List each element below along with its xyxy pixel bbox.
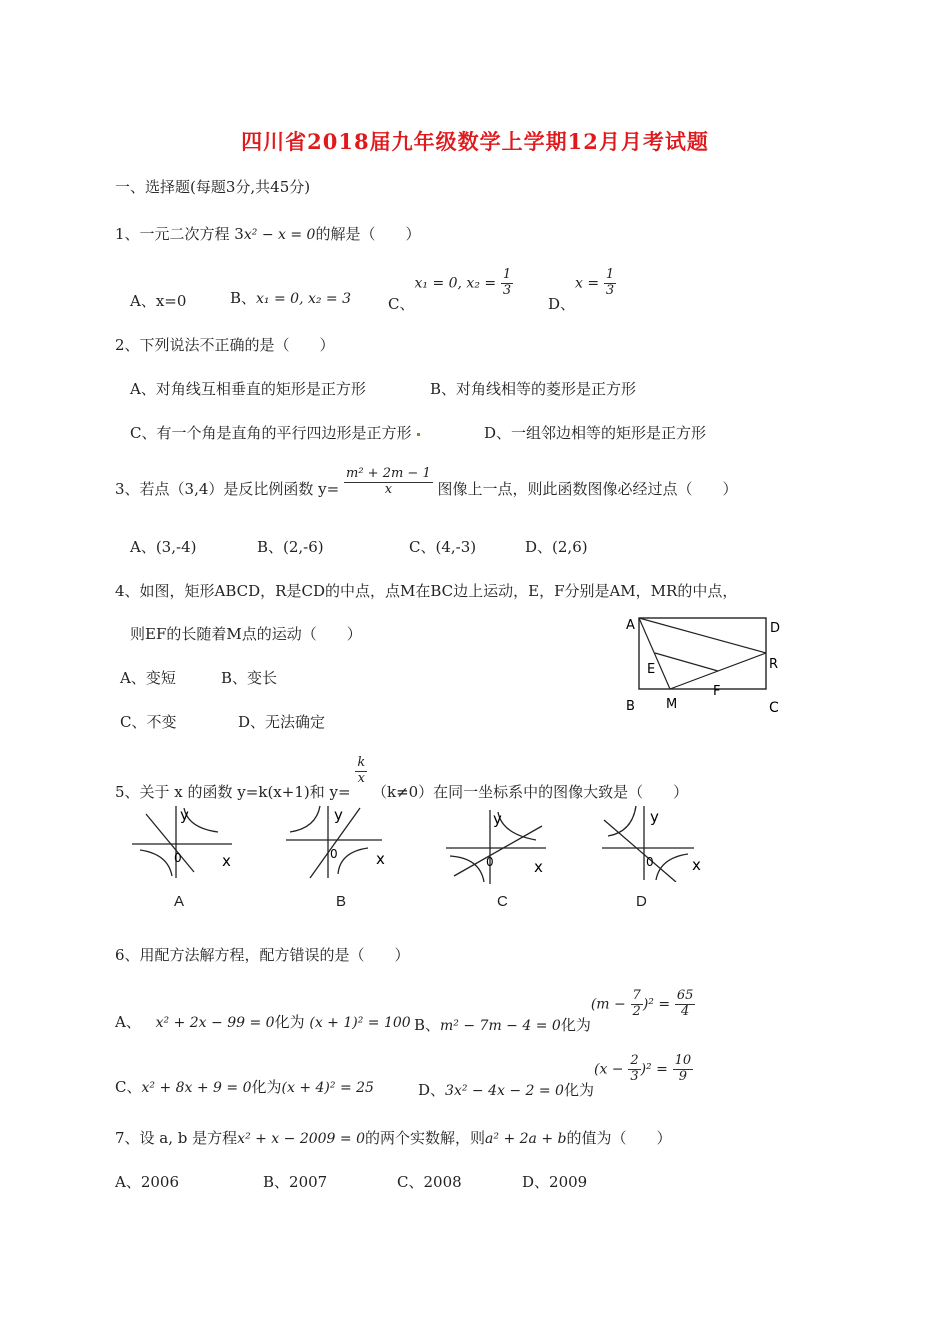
segment-am <box>639 618 670 689</box>
q1-option-d[interactable] <box>548 267 616 314</box>
question-7-stem <box>115 1127 671 1148</box>
q6-option-d-mid: 化为 <box>563 1081 594 1100</box>
label-c: C <box>769 700 779 716</box>
fraction-numerator: 1 <box>605 267 615 282</box>
graph-a-label: A <box>174 893 185 910</box>
label-m: M <box>666 697 678 712</box>
fraction-numerator: 10 <box>674 1053 692 1068</box>
q7-option-d[interactable]: D、2009 <box>522 1173 588 1191</box>
q1-equation: x² − x = 0 <box>243 227 316 243</box>
q7-mid: 的两个实数解，则 <box>365 1129 486 1147</box>
q7-option-b[interactable]: B、2007 <box>263 1173 328 1191</box>
q1-prefix: 1、一元二次方程 3 <box>115 225 244 243</box>
q7-prefix: 7、设 a, b 是方程 <box>115 1129 238 1147</box>
label-b: B <box>626 699 635 714</box>
q4-option-d[interactable]: D、无法确定 <box>238 713 326 731</box>
q3-option-d[interactable]: D、(2,6) <box>525 538 588 556</box>
fraction-denominator: x <box>357 770 365 786</box>
q1-option-c[interactable] <box>388 267 513 314</box>
fraction-numerator: 7 <box>632 988 641 1003</box>
q6-option-c-result: (x + 4)² = 25 <box>281 1080 374 1096</box>
label-a: A <box>626 618 635 633</box>
q1-option-b[interactable] <box>230 287 351 308</box>
graph-b-origin: 0 <box>330 847 338 861</box>
label-e: E <box>647 662 656 677</box>
stray-dot <box>417 433 420 436</box>
q5-suffix: （k≠0）在同一坐标系中的图像大致是（ ） <box>371 783 689 802</box>
q6-option-d-res-pre: (x − <box>593 1061 624 1078</box>
q6-option-a-eq: x² + 2x − 99 = 0 <box>155 1015 275 1031</box>
graph-c-x-label: x <box>534 858 543 876</box>
q6-option-b-res-pre: (m − <box>590 996 626 1013</box>
fraction-denominator: 4 <box>680 1003 690 1019</box>
graph-d-x-label: x <box>692 856 701 874</box>
section-heading: 一、选择题(每题3分,共45分) <box>115 178 311 196</box>
q7-option-c[interactable]: C、2008 <box>397 1173 462 1191</box>
q4-option-b[interactable]: B、变长 <box>221 669 278 687</box>
q2-option-d[interactable]: D、一组邻边相等的矩形是正方形 <box>484 424 707 442</box>
fraction-numerator: 1 <box>502 267 512 282</box>
graph-a[interactable] <box>128 800 238 880</box>
graph-b-y-label: y <box>334 806 343 824</box>
fraction-denominator: 3 <box>605 282 615 298</box>
q6-option-d-fraction-1 <box>628 1054 640 1085</box>
segment-ef <box>655 653 718 671</box>
q6-option-a-mid: 化为 <box>274 1013 305 1031</box>
q6-option-b-label: B、 <box>414 1016 441 1035</box>
q5-prefix: 5、关于 x 的函数 y=k(x+1)和 y= <box>115 783 351 802</box>
q2-option-a[interactable]: A、对角线互相垂直的矩形是正方形 <box>130 380 366 398</box>
q6-option-c-label: C、 <box>115 1078 142 1096</box>
q6-option-b-fraction-2 <box>675 989 696 1020</box>
question-3-stem <box>115 467 738 498</box>
page-title: 四川省2018届九年级数学上学期12月月考试题 <box>241 129 709 154</box>
question-4-stem-line1: 4、如图，矩形ABCD，R是CD的中点，点M在BC边上运动，E，F分别是AM，MR的中点， <box>115 582 738 600</box>
fraction-numerator: k <box>357 755 366 770</box>
q1-option-a[interactable]: A、x=0 <box>130 292 187 310</box>
graph-d-y-label: y <box>650 808 659 826</box>
q5-fraction <box>355 756 367 787</box>
graph-b[interactable] <box>282 800 392 880</box>
q6-option-d-fraction-2 <box>673 1054 694 1085</box>
fraction-denominator: 3 <box>630 1068 639 1084</box>
q3-option-c[interactable]: C、(4,-3) <box>409 538 477 556</box>
q6-option-a-result: (x + 1)² = 100 <box>309 1015 411 1031</box>
graph-c-origin: 0 <box>486 855 494 869</box>
q6-option-d-res-post: )² = <box>640 1061 668 1078</box>
question-6-stem: 6、用配方法解方程，配方错误的是（ ） <box>115 946 410 964</box>
q2-option-c[interactable] <box>130 422 426 443</box>
graph-c-label: C <box>497 893 508 910</box>
q6-option-b-fraction-1 <box>631 989 643 1020</box>
graph-a-origin: 0 <box>174 851 182 865</box>
fraction-numerator: 65 <box>676 988 694 1003</box>
rectangle-figure <box>618 612 788 722</box>
q3-option-a[interactable]: A、(3,-4) <box>130 538 197 556</box>
q1-option-c-label: C、 <box>388 295 415 314</box>
q6-option-a-label: A、 <box>115 1013 141 1031</box>
q6-option-d-eq: 3x² − 4x − 2 = 0 <box>445 1083 564 1100</box>
q6-option-c-eq: x² + 8x + 9 = 0 <box>141 1080 252 1096</box>
question-4-stem-line2: 则EF的长随着M点的运动（ ） <box>130 625 362 643</box>
question-1-stem <box>115 223 420 244</box>
q6-option-b[interactable] <box>414 988 695 1035</box>
graph-a-x-label: x <box>222 852 231 870</box>
q2-option-b[interactable]: B、对角线相等的菱形是正方形 <box>430 380 637 398</box>
graph-c[interactable] <box>442 806 552 886</box>
question-5-stem <box>115 755 689 802</box>
q1-option-c-pre: x₁ = 0, x₂ = <box>414 275 497 292</box>
q6-option-a[interactable] <box>115 1011 411 1032</box>
q1-option-d-fraction <box>604 268 616 299</box>
q7-option-a[interactable]: A、2006 <box>115 1173 180 1191</box>
q6-option-b-res-post: )² = <box>642 996 671 1013</box>
q1-option-b-math: x₁ = 0, x₂ = 3 <box>256 291 352 307</box>
label-r: R <box>769 657 779 672</box>
fraction-denominator: 2 <box>632 1003 641 1019</box>
fraction-denominator: x <box>384 481 393 497</box>
graph-b-label: B <box>336 893 347 910</box>
q4-option-a[interactable]: A、变短 <box>120 669 176 687</box>
q6-option-c[interactable] <box>115 1076 374 1097</box>
q3-option-b[interactable]: B、(2,-6) <box>257 538 324 556</box>
graph-c-y-label: y <box>493 810 502 828</box>
graph-d[interactable] <box>598 800 708 882</box>
question-2-stem: 2、下列说法不正确的是（ ） <box>115 336 335 354</box>
q6-option-b-eq: m² − 7m − 4 = 0 <box>440 1018 561 1035</box>
q1-option-c-fraction <box>501 268 513 299</box>
q7-equation: x² + x − 2009 = 0 <box>237 1131 366 1147</box>
q6-option-b-mid: 化为 <box>560 1016 591 1035</box>
q6-option-d[interactable] <box>418 1053 693 1100</box>
q1-option-b-label: B、 <box>230 289 257 307</box>
q3-suffix: 图像上一点，则此函数图像必经过点（ ） <box>437 480 738 499</box>
graph-d-origin: 0 <box>646 855 654 869</box>
label-f: F <box>713 684 721 699</box>
q6-option-d-label: D、 <box>418 1081 446 1100</box>
label-d: D <box>770 621 781 636</box>
q6-option-c-mid: 化为 <box>251 1078 282 1096</box>
graph-a-y-label: y <box>180 806 189 824</box>
q1-suffix: 的解是（ ） <box>315 225 421 243</box>
fraction-denominator: 9 <box>678 1068 688 1084</box>
graph-b-x-label: x <box>376 850 385 868</box>
q4-option-c[interactable]: C、不变 <box>120 713 177 731</box>
fraction-numerator: 2 <box>630 1053 639 1068</box>
fraction-denominator: 3 <box>502 282 512 298</box>
q3-prefix: 3、若点（3,4）是反比例函数 y= <box>115 480 340 499</box>
fraction-numerator: m² + 2m − 1 <box>346 466 431 481</box>
q7-suffix: 的值为（ ） <box>566 1129 672 1147</box>
q3-fraction <box>344 467 433 498</box>
q7-expression: a² + 2a + b <box>485 1131 567 1147</box>
q1-option-d-pre: x = <box>575 275 600 292</box>
graph-d-label: D <box>636 893 647 910</box>
segment-ar <box>639 618 766 653</box>
q2-option-c-text: C、有一个角是直角的平行四边形是正方形 <box>130 424 412 442</box>
q1-option-d-label: D、 <box>548 295 576 314</box>
